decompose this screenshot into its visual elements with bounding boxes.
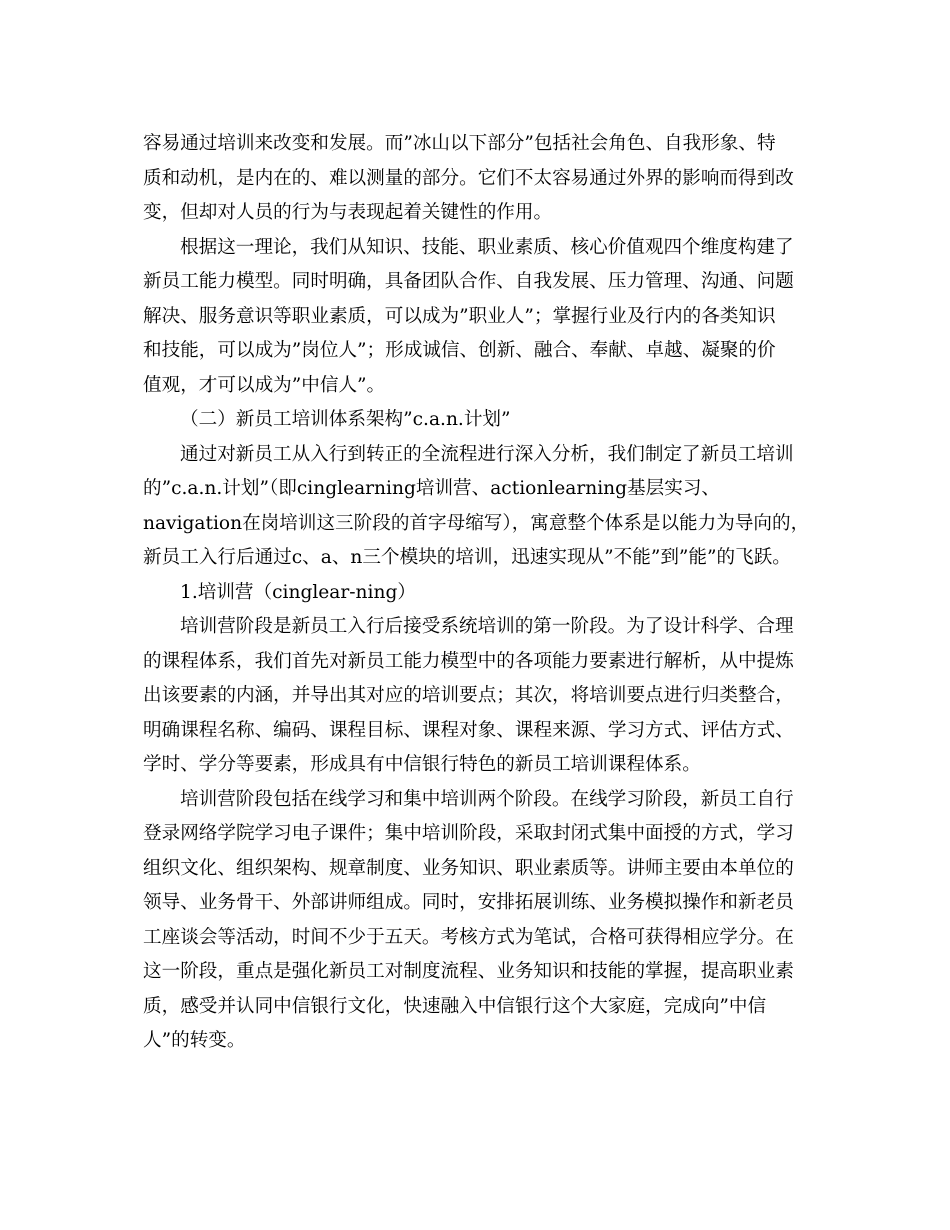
- text-line-21: 登录网络学院学习电子课件；集中培训阶段，采取封闭式集中面授的方式，学习: [143, 823, 794, 844]
- text-line-10: 通过对新员工从入行到转正的全流程进行深入分析，我们制定了新员工培训: [180, 443, 794, 465]
- text-line-1: 容易通过培训来改变和发展。而”冰山以下部分”包括社会角色、自我形象、特: [143, 133, 776, 154]
- document-body: [143, 127, 808, 1059]
- text-line-12: navigation在岗培训这三阶段的首字母缩写），寓意整个体系是以能力为导向的，: [143, 512, 810, 534]
- text-line-6: 解决、服务意识等职业素质，可以成为”职业人”；掌握行业及行内的各类知识: [143, 305, 776, 327]
- text-line-8: 值观，才可以成为”中信人”。: [143, 374, 386, 396]
- text-line-19: 学时、学分等要素，形成具有中信银行特色的新员工培训课程体系。: [143, 754, 701, 775]
- text-line-18: 明确课程名称、编码、课程目标、课程对象、课程来源、学习方式、评估方式、: [143, 719, 794, 741]
- text-line-4: 根据这一理论，我们从知识、技能、职业素质、核心价值观四个维度构建了: [180, 236, 794, 258]
- text-line-24: 工座谈会等活动，时间不少于五天。考核方式为笔试，合格可获得相应学分。在: [143, 926, 794, 948]
- text-line-27: 人”的转变。: [143, 1030, 246, 1051]
- text-line-11: 的”c.a.n.计划”（即cinglearning培训营、actionlearning基层实习、: [143, 478, 721, 499]
- text-line-16: 的课程体系，我们首先对新员工能力模型中的各项能力要素进行解析，从中提炼: [143, 650, 794, 672]
- text-line-13: 新员工入行后通过c、a、n三个模块的培训，迅速实现从”不能”到”能”的飞跃。: [143, 547, 791, 568]
- text-line-15: 培训营阶段是新员工入行后接受系统培训的第一阶段。为了设计科学、合理: [180, 616, 794, 637]
- subsection-heading: 1.培训营（cinglear-ning）: [180, 581, 416, 603]
- text-line-7: 和技能，可以成为”岗位人”；形成诚信、创新、融合、奉献、卓越、凝聚的价: [143, 340, 776, 361]
- text-line-2: 质和动机，是内在的、难以测量的部分。它们不太容易通过外界的影响而得到改: [143, 167, 794, 189]
- section-heading: （二）新员工培训体系架构”c.a.n.计划”: [180, 409, 511, 430]
- text-line-23: 领导、业务骨干、外部讲师组成。同时，安排拓展训练、业务模拟操作和新老员: [143, 892, 794, 913]
- text-line-25: 这一阶段，重点是强化新员工对制度流程、业务知识和技能的掌握，提高职业素: [143, 961, 794, 982]
- text-line-22: 组织文化、组织架构、规章制度、业务知识、职业素质等。讲师主要由本单位的: [143, 857, 794, 879]
- text-line-5: 新员工能力模型。同时明确，具备团队合作、自我发展、压力管理、沟通、问题: [143, 271, 794, 292]
- text-line-26: 质，感受并认同中信银行文化，快速融入中信银行这个大家庭，完成向”中信: [143, 995, 767, 1017]
- text-line-20: 培训营阶段包括在线学习和集中培训两个阶段。在线学习阶段，新员工自行: [180, 788, 794, 810]
- text-line-3: 变，但却对人员的行为与表现起着关键性的作用。: [143, 202, 553, 223]
- text-line-17: 出该要素的内涵，并导出其对应的培训要点；其次，将培训要点进行归类整合，: [143, 685, 794, 706]
